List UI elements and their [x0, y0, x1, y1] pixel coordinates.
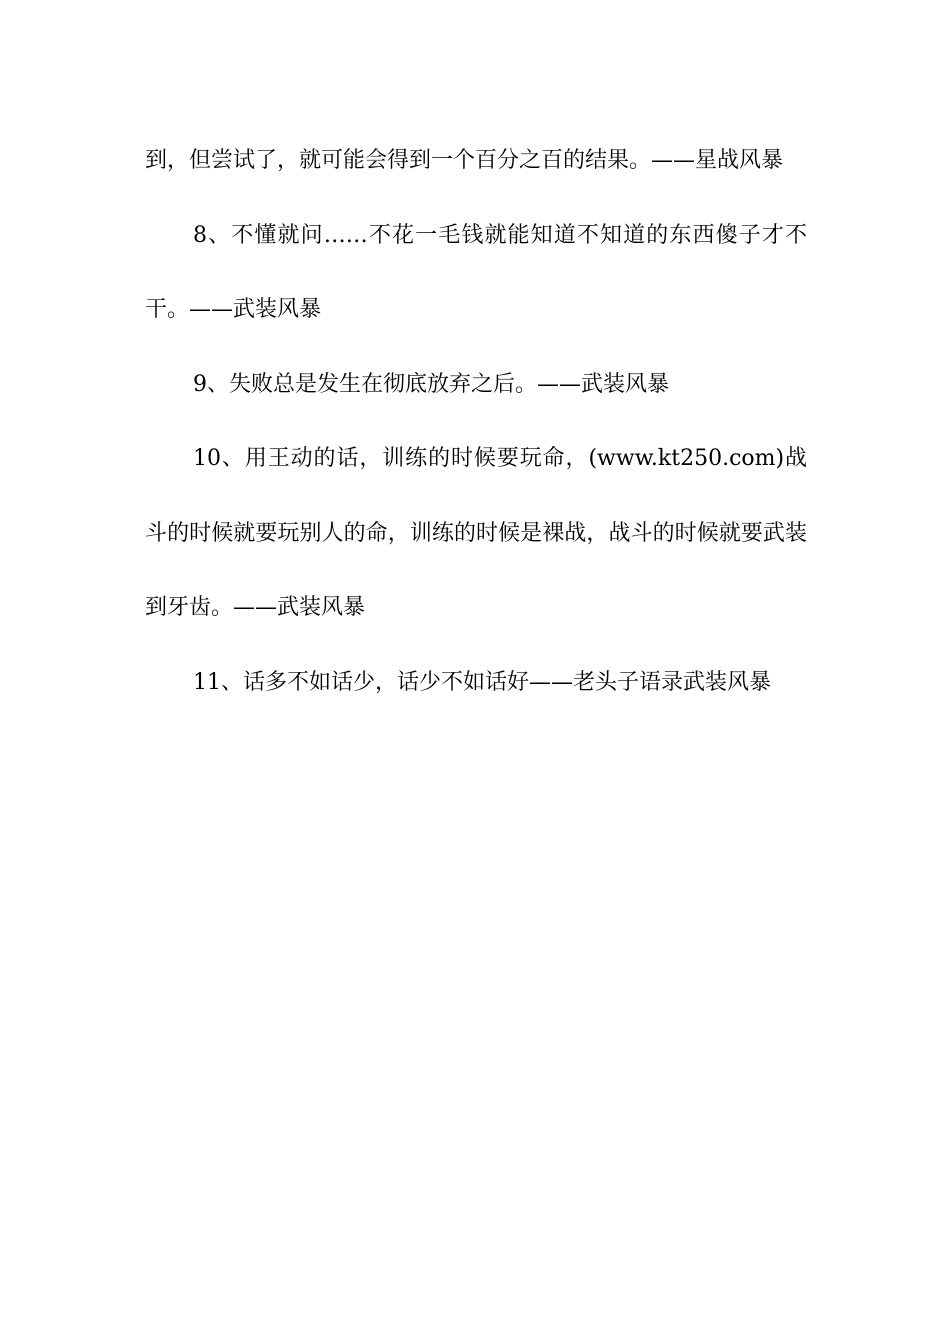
- paragraph-item-9: 9、失败总是发生在彻底放弃之后。——武装风暴: [193, 371, 669, 397]
- document-body: [145, 124, 807, 720]
- paragraph-item-10: 10、用王动的话，训练的时候要玩命，(www.kt250.com)战斗的时候就要玩别人的命，训练的时候是裸战，战斗的时候就要武装到牙齿。——武装风暴: [145, 446, 807, 620]
- paragraph-item-11: 11、话多不如话少，话少不如话好——老头子语录武装风暴: [193, 669, 771, 695]
- paragraph-continuation: 到，但尝试了，就可能会得到一个百分之百的结果。——星战风暴: [145, 148, 784, 173]
- paragraph-item-8: 8、不懂就问……不花一毛钱就能知道不知道的东西傻子才不干。——武装风暴: [145, 222, 807, 322]
